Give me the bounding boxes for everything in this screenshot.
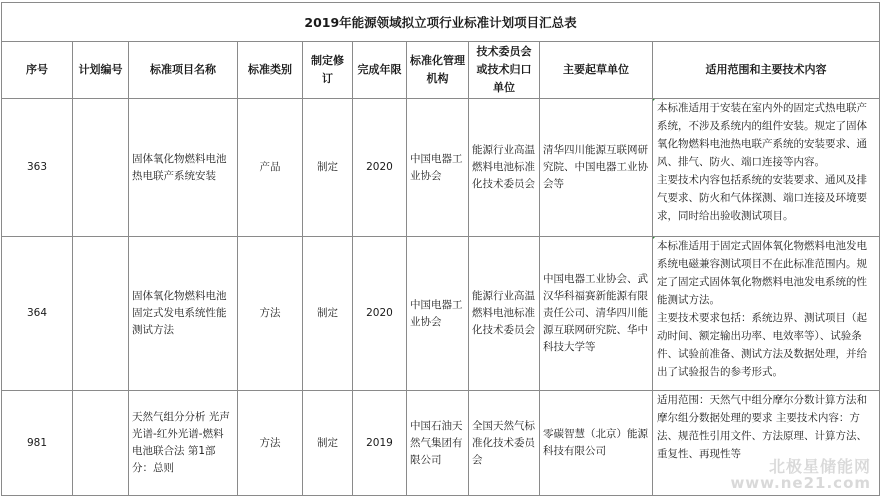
cell-org: 中国电器工业协会 [407, 99, 469, 237]
cell-revise: 制定 [303, 391, 353, 496]
cell-seq: 981 [2, 391, 73, 496]
cell-org: 中国石油天然气集团有限公司 [407, 391, 469, 496]
cell-seq: 363 [2, 99, 73, 237]
header-committee: 技术委员会或技术归口单位 [469, 42, 540, 99]
cell-scope [653, 99, 880, 237]
cell-committee: 能源行业高温燃料电池标准化技术委员会 [469, 99, 540, 237]
table-title: 2019年能源领域拟立项行业标准计划项目汇总表 [2, 3, 880, 42]
cell-revise: 制定 [303, 99, 353, 237]
cell-revise: 制定 [303, 237, 353, 391]
header-category: 标准类别 [238, 42, 303, 99]
cell-year: 2019 [353, 391, 407, 496]
cell-name: 固体氧化物燃料电池热电联产系统安装 [129, 99, 238, 237]
cell-plan-no [73, 237, 129, 391]
cell-category: 产品 [238, 99, 303, 237]
cell-seq: 364 [2, 237, 73, 391]
cell-year: 2020 [353, 99, 407, 237]
scope-paragraph: 本标准适用于安装在室内外的固定式热电联产系统，不涉及系统内的组件安装。规定了固体氧化物燃料电池热电联产系统的安装要求、通风、排气、防火、端口连接等内容。 [657, 102, 867, 168]
watermark [730, 458, 871, 492]
header-org: 标准化管理机构 [407, 42, 469, 99]
table-row [2, 237, 880, 391]
cell-drafter: 零碳智慧（北京）能源科技有限公司 [540, 391, 653, 496]
standards-summary-table [1, 2, 880, 496]
scope-paragraph: 本标准适用于固定式固体氧化物燃料电池发电系统电磁兼容测试项目不在此标准范围内。规定了固定式固体氧化物燃料电池发电系统的性能测试方法。 [657, 240, 867, 306]
scope-paragraph: 主要技术内容包括系统的安装要求、通风及排气要求、防火和气体探测、端口连接及环境要求，同时给出验收测试项目。 [657, 174, 867, 222]
cell-name: 固体氧化物燃料电池固定式发电系统性能测试方法 [129, 237, 238, 391]
title-row [2, 3, 880, 42]
header-revise: 制定修订 [303, 42, 353, 99]
cell-drafter: 清华四川能源互联网研究院、中国电器工业协会等 [540, 99, 653, 237]
header-year: 完成年限 [353, 42, 407, 99]
header-seq: 序号 [2, 42, 73, 99]
cell-committee: 能源行业高温燃料电池标准化技术委员会 [469, 237, 540, 391]
cell-plan-no [73, 99, 129, 237]
cell-drafter: 中国电器工业协会、武汉华科福赛新能源有限责任公司、清华四川能源互联网研究院、华中科技大学等 [540, 237, 653, 391]
scope-paragraph: 主要技术要求包括：系统边界、测试项目（起动时间、额定输出功率、电效率等）、试验条件、试验前准备、测试方法及数据处理，并给出了试验报告的参考形式。 [657, 312, 867, 378]
scope-paragraph: 适用范围：天然气中组分摩尔分数计算方法和摩尔组分数据处理的要求 主要技术内容：方法、规范性引用文件、方法原理、计算方法、重复性、再现性等 [657, 394, 867, 460]
watermark-url: www.ne21.com [730, 474, 871, 492]
cell-scope [653, 237, 880, 391]
cell-category: 方法 [238, 391, 303, 496]
cell-org: 中国电器工业协会 [407, 237, 469, 391]
table-row [2, 99, 880, 237]
cell-committee: 全国天然气标准化技术委员会 [469, 391, 540, 496]
cell-name: 天然气组分分析 光声光谱-红外光谱-燃料电池联合法 第1部分：总则 [129, 391, 238, 496]
header-name: 标准项目名称 [129, 42, 238, 99]
header-row [2, 42, 880, 99]
cell-plan-no [73, 391, 129, 496]
cell-year: 2020 [353, 237, 407, 391]
header-scope: 适用范围和主要技术内容 [653, 42, 880, 99]
cell-category: 方法 [238, 237, 303, 391]
watermark-brand: 北极星储能网 [768, 457, 871, 476]
header-drafter: 主要起草单位 [540, 42, 653, 99]
header-plan-no: 计划编号 [73, 42, 129, 99]
